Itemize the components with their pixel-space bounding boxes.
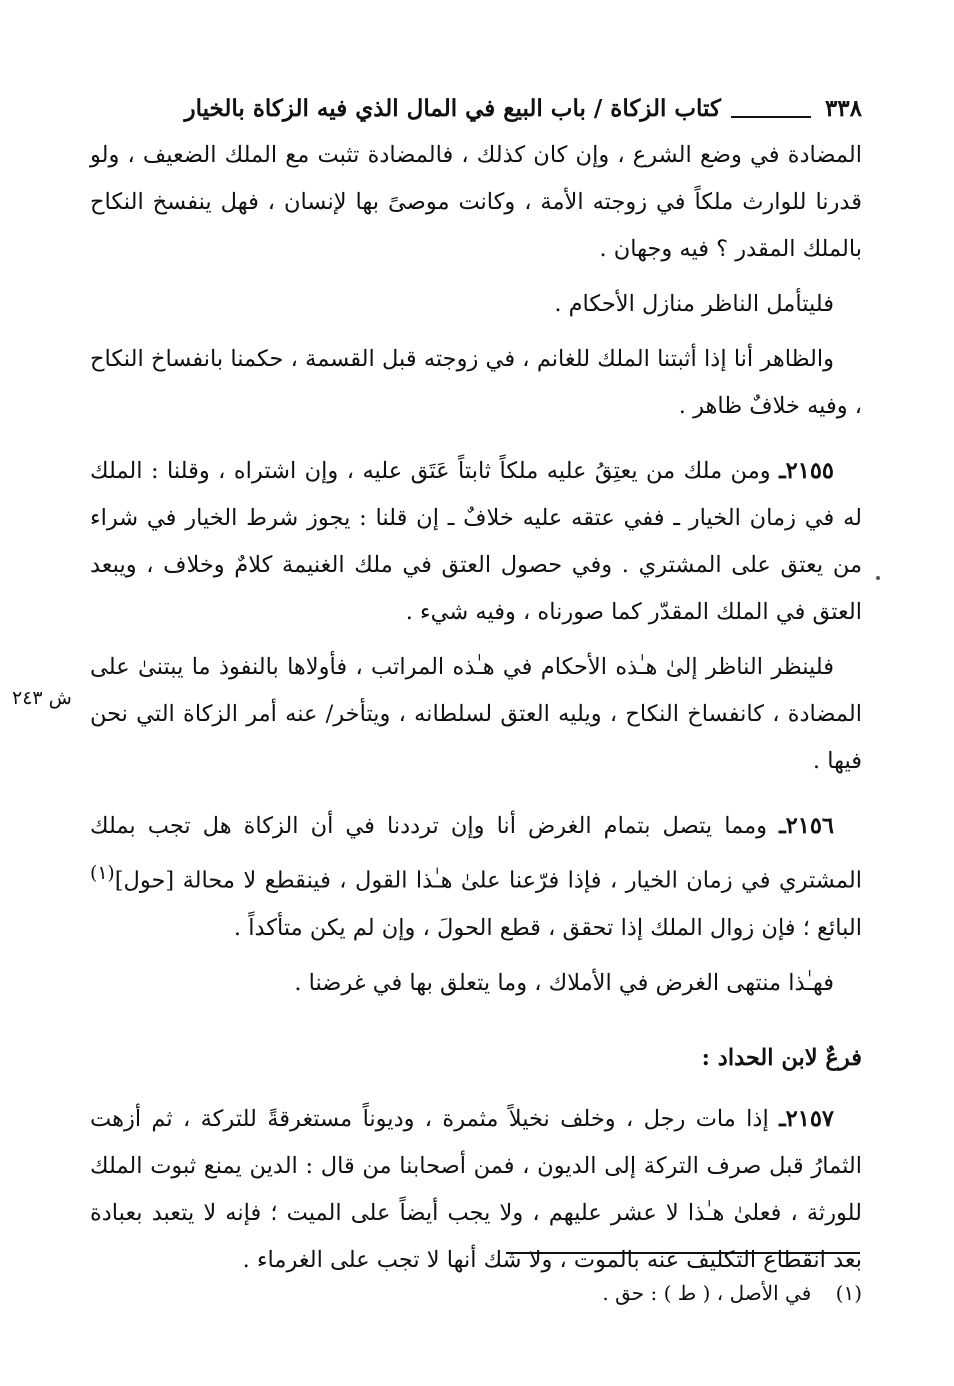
main-text xyxy=(90,132,862,1292)
paragraph-2156 xyxy=(90,803,862,952)
margin-manuscript-ref: ش ٢٤٣ xyxy=(12,687,72,709)
section-number-2157: ٢١٥٧ـ xyxy=(779,1105,834,1132)
chapter-title: كتاب الزكاة / باب البيع في المال الذي فيه الزكاة بالخيار xyxy=(184,95,721,122)
paragraph-2157-text: إذا مات رجل ، وخلف نخيلاً مثمرة ، وديوناً مستغرقةً للتركة ، ثم أزهت الثمارُ قبل صرف التركة إلى الديون ، فمن أصحابنا من قال : الدين يمنع ثبوت الملك للورثة ، فعلىٰ هـٰذا لا عشر عليهم ، ولا يجب أيضاً على الميت ؛ فإنه لا يتعبد بعبادة بعد انقطاع التكليف عنه بالموت ، ولا شك أنها لا تجب على الغرماء . xyxy=(90,1105,862,1273)
header-rule xyxy=(731,116,811,118)
footnote xyxy=(90,1278,862,1308)
section-number-2155: ٢١٥٥ـ xyxy=(779,458,834,484)
footnote-rule xyxy=(506,1252,860,1254)
paragraph-7 xyxy=(90,960,862,1007)
paragraph-2-text: فليتأمل الناظر منازل الأحكام . xyxy=(554,291,834,317)
paragraph-2 xyxy=(90,281,862,328)
footnote-ref: (١) xyxy=(90,863,115,884)
paragraph-3 xyxy=(90,336,862,430)
section-number-2156: ٢١٥٦ـ xyxy=(779,813,834,839)
footnote-number: (١) xyxy=(835,1281,862,1305)
running-header xyxy=(76,82,862,124)
paragraph-2155 xyxy=(90,448,862,636)
paragraph-5-text: فلينظر الناظر إلىٰ هـٰذه الأحكام في هـٰذه المراتب ، فأولاها بالنفوذ ما يبتنىٰ على المضادة ، كانفساخ النكاح ، ويليه العتق لسلطانه ، ويتأخر/ عنه أمر الزكاة التي نحن فيها . xyxy=(90,654,862,774)
paragraph-5 xyxy=(90,644,862,785)
footnote-text: في الأصل ، ( ط ) : حق . xyxy=(602,1281,812,1305)
page-number: ٣٣٨ xyxy=(824,95,862,122)
paragraph-3-text: والظاهر أنا إذا أثبتنا الملك للغانم ، في زوجته قبل القسمة ، حكمنا بانفساخ النكاح ، وفيه خلافٌ ظاهر . xyxy=(90,346,862,419)
paragraph-1 xyxy=(90,132,862,273)
subheading: فرعٌ لابن الحداد : xyxy=(701,1044,862,1071)
paragraph-2157 xyxy=(90,1096,862,1284)
paragraph-2156-text-b: البائع ؛ فإن زوال الملك إذا تحقق ، قطع الحولَ ، وإن لم يكن متأكداً . xyxy=(233,914,862,941)
paragraph-1-text: المضادة في وضع الشرع ، وإن كان كذلك ، فالمضادة تثبت مع الملك الضعيف ، ولو قدرنا للوارث ملكاً في زوجته الأمة ، وكانت موصىً بها لإنسان ، فهل ينفسخ النكاح بالملك المقدر ؟ فيه وجهان . xyxy=(90,142,862,262)
paragraph-7-text: فهـٰذا منتهى الغرض في الأملاك ، وما يتعلق بها في غرضنا . xyxy=(294,969,834,996)
margin-mark xyxy=(876,576,880,580)
paragraph-2156-text-a: ومما يتصل بتمام الغرض أنا وإن ترددنا في أن الزكاة هل تجب بملك المشتري في زمان الخيار ، فإذا فرّعنا علىٰ هـٰذا القول ، فينقطع لا محالة [حول] xyxy=(90,813,862,894)
paragraph-2155-text: ومن ملك من يعتِقُ عليه ملكاً ثابتاً عَتَق عليه ، وإن اشتراه ، وقلنا : الملك له في زمان الخيار ـ ففي عتقه عليه خلافٌ ـ إن قلنا : يجوز شرط الخيار في شراء من يعتق على المشتري . وفي حصول العتق في ملك الغنيمة كلامٌ وخلاف ، ويبعد العتق في الملك المقدّر كما صورناه ، وفيه شيء . xyxy=(90,458,862,625)
